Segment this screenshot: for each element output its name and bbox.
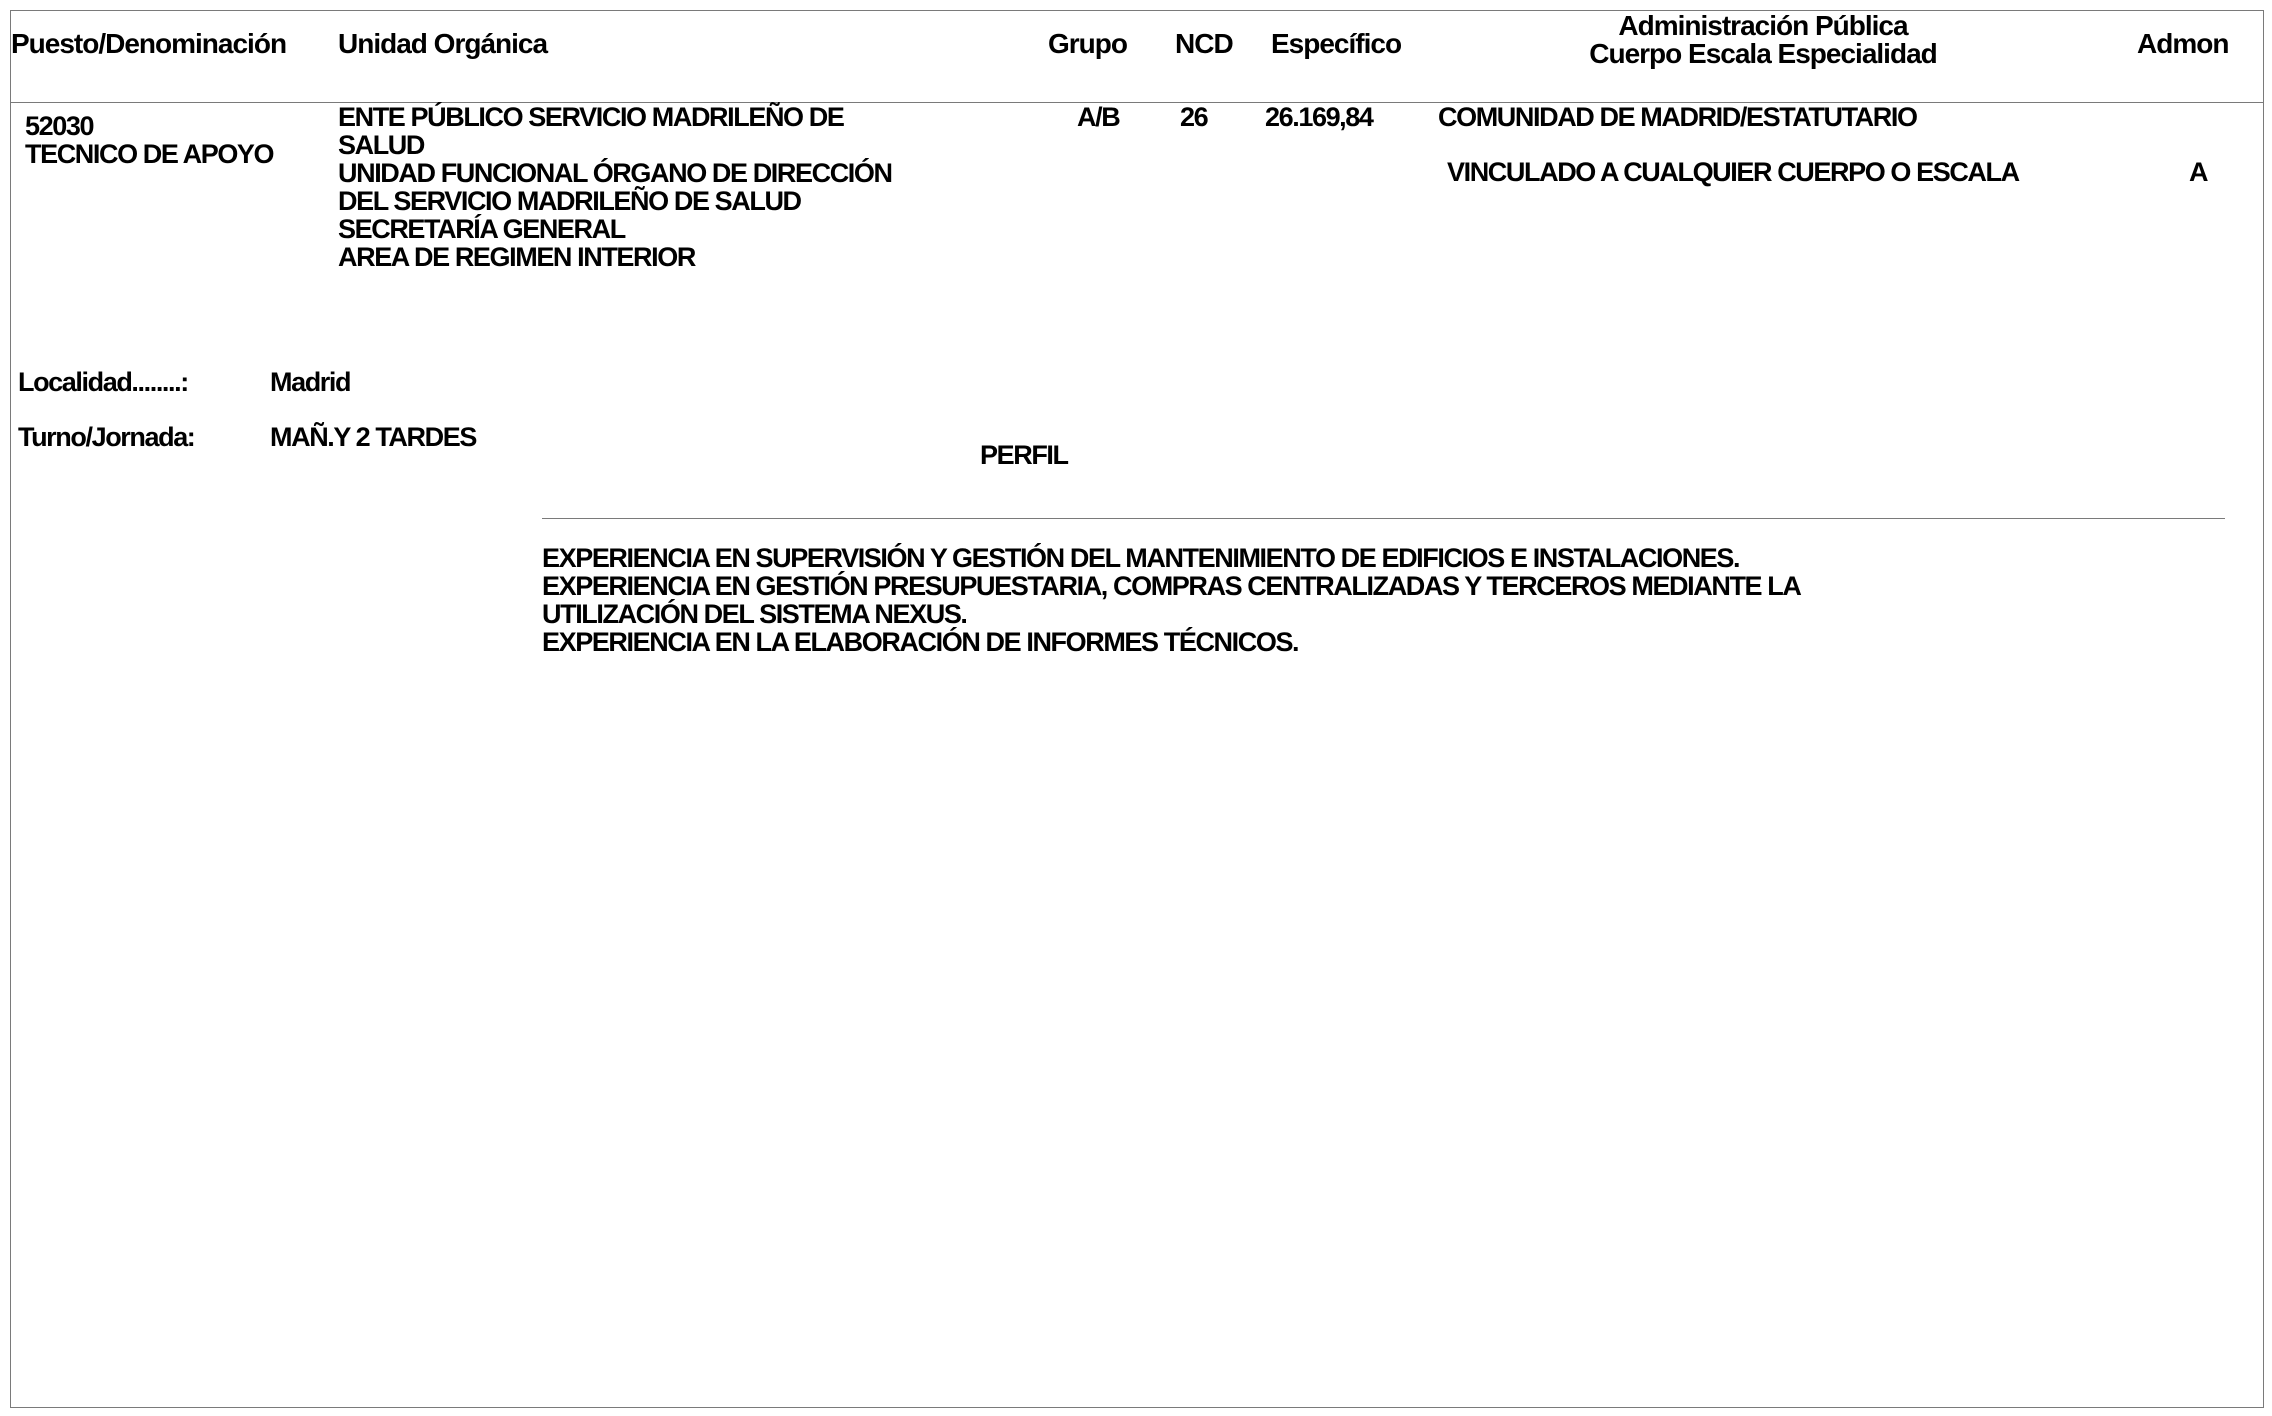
especifico-value: 26.169,84 xyxy=(1265,102,1373,132)
header-administracion: Administración Pública xyxy=(1618,10,1908,41)
perfil-text xyxy=(542,544,1800,656)
perfil-line: EXPERIENCIA EN GESTIÓN PRESUPUESTARIA, COMPRAS CENTRALIZADAS Y TERCEROS MEDIANTE LA xyxy=(542,571,1801,601)
header-puesto: Puesto/Denominación xyxy=(11,28,287,59)
unidad-line: SECRETARÍA GENERAL xyxy=(338,214,625,244)
grupo-value: A/B xyxy=(1077,102,1120,132)
unidad-line: ENTE PÚBLICO SERVICIO MADRILEÑO DE xyxy=(338,102,844,132)
turno-label: Turno/Jornada: xyxy=(18,422,195,452)
header-unidad: Unidad Orgánica xyxy=(338,28,548,59)
unidad-line: AREA DE REGIMEN INTERIOR xyxy=(338,242,695,272)
header-cuerpo-escala: Cuerpo Escala Especialidad xyxy=(1589,38,1937,69)
puesto-denominacion: TECNICO DE APOYO xyxy=(25,139,274,169)
unidad-line: SALUD xyxy=(338,130,424,160)
turno-value: MAÑ.Y 2 TARDES xyxy=(270,422,476,452)
header-especifico: Específico xyxy=(1271,28,1402,59)
cuerpo-value: VINCULADO A CUALQUIER CUERPO O ESCALA xyxy=(1447,157,2019,187)
administracion-value: COMUNIDAD DE MADRID/ESTATUTARIO xyxy=(1438,102,1917,132)
ncd-value: 26 xyxy=(1180,102,1208,132)
localidad-value: Madrid xyxy=(270,367,351,397)
perfil-divider xyxy=(542,518,2225,519)
localidad-label: Localidad........: xyxy=(18,367,188,397)
header-ncd: NCD xyxy=(1175,28,1233,59)
unidad-line: DEL SERVICIO MADRILEÑO DE SALUD xyxy=(338,186,801,216)
admon-value: A xyxy=(2189,157,2208,187)
header-admon: Admon xyxy=(2137,28,2229,59)
unidad-organica xyxy=(338,103,892,271)
unidad-line: UNIDAD FUNCIONAL ÓRGANO DE DIRECCIÓN xyxy=(338,158,892,188)
puesto-codigo: 52030 xyxy=(25,111,94,141)
header-grupo: Grupo xyxy=(1048,28,1127,59)
perfil-line: EXPERIENCIA EN LA ELABORACIÓN DE INFORMES TÉCNICOS. xyxy=(542,627,1299,657)
perfil-line: UTILIZACIÓN DEL SISTEMA NEXUS. xyxy=(542,599,967,629)
perfil-line: EXPERIENCIA EN SUPERVISIÓN Y GESTIÓN DEL MANTENIMIENTO DE EDIFICIOS E INSTALACIONES. xyxy=(542,543,1740,573)
perfil-title: PERFIL xyxy=(980,440,1068,470)
